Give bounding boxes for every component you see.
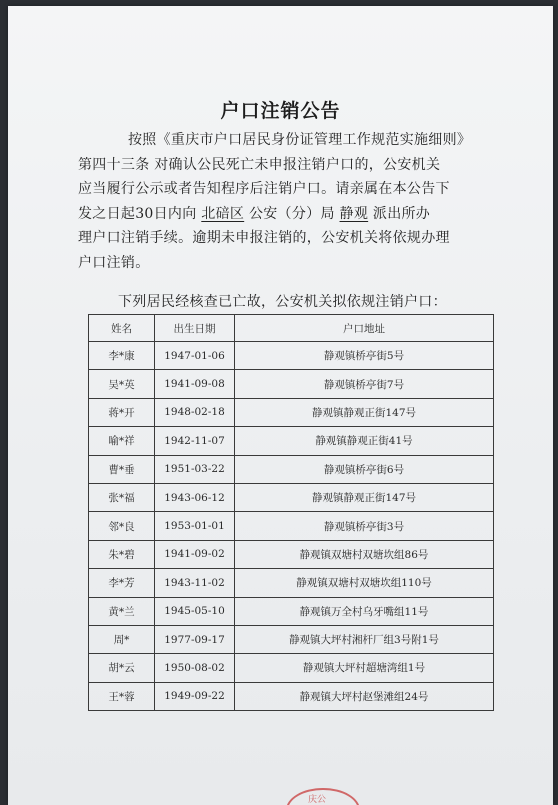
cell-birth-date: 1941-09-08: [155, 370, 235, 398]
body-line-4-start: 发之日起30日内向: [78, 205, 197, 222]
cell-address: 静观镇桥亭街7号: [235, 370, 494, 398]
cell-address: 静观镇大坪村赵堡滩组24号: [235, 682, 494, 710]
cell-address: 静观镇桥亭街6号: [235, 455, 494, 483]
cell-address: 静观镇万全村乌牙嘴组11号: [235, 597, 494, 625]
cell-birth-date: 1942-11-07: [155, 427, 235, 455]
cell-address: 静观镇大坪村湘杆厂组3号附1号: [235, 625, 494, 653]
body-line-2: 第四十三条 对确认公民死亡未申报注销户口的，公安机关: [78, 156, 441, 173]
seal-text: 庆公: [308, 795, 327, 805]
cell-name: 蒋*开: [89, 398, 155, 426]
cell-name: 吴*英: [89, 370, 155, 398]
cell-name: 黄*兰: [89, 597, 155, 625]
table-row: [89, 654, 494, 682]
cell-birth-date: 1949-09-22: [155, 682, 235, 710]
header-name: 姓名: [89, 315, 155, 342]
header-birth-date: 出生日期: [155, 315, 235, 342]
table-row: [89, 569, 494, 597]
notice-body: [78, 128, 488, 275]
cell-birth-date: 1947-01-06: [155, 342, 235, 370]
cell-name: 曹*垂: [89, 455, 155, 483]
cell-birth-date: 1941-09-02: [155, 540, 235, 568]
cell-birth-date: 1953-01-01: [155, 512, 235, 540]
cell-name: 朱*碧: [89, 540, 155, 568]
table-row: [89, 342, 494, 370]
table-header-row: [89, 315, 494, 342]
table-row: [89, 540, 494, 568]
body-line-4-end: 派出所办: [372, 205, 431, 222]
cell-birth-date: 1943-06-12: [155, 483, 235, 511]
table-row: [89, 682, 494, 710]
body-line-4-mid: 公安（分）局: [248, 205, 335, 222]
table-row: [89, 483, 494, 511]
cell-name: 王*蓉: [89, 682, 155, 710]
deceased-records-table: [88, 314, 494, 711]
cell-birth-date: 1950-08-02: [155, 654, 235, 682]
cell-name: 邻*良: [89, 512, 155, 540]
body-line-3: 应当履行公示或者告知程序后注销户口。请亲属在本公告下: [78, 181, 450, 197]
table-row: [89, 455, 494, 483]
cell-birth-date: 1945-05-10: [155, 597, 235, 625]
table-row: [89, 625, 494, 653]
list-intro: 下列居民经核查已亡故，公安机关拟依规注销户口：: [118, 294, 447, 310]
cell-name: 喻*祥: [89, 427, 155, 455]
table-row: [89, 427, 494, 455]
cell-name: 李*芳: [89, 569, 155, 597]
table-row: [89, 597, 494, 625]
cell-address: 静观镇桥亭街3号: [235, 512, 494, 540]
cell-birth-date: 1943-11-02: [155, 569, 235, 597]
cell-name: 李*康: [89, 342, 155, 370]
body-line-1: 按照《重庆市户口居民身份证管理工作规范实施细则》: [128, 132, 472, 148]
cell-address: 静观镇静观正街41号: [235, 427, 494, 455]
notice-paper: [8, 6, 553, 805]
body-line-5: 理户口注销手续。逾期未申报注销的，公安机关将依规办理: [78, 230, 450, 246]
cell-name: 胡*云: [89, 654, 155, 682]
cell-address: 静观镇双塘村双塘坎组86号: [235, 540, 494, 568]
body-line-6: 户口注销。: [78, 254, 150, 271]
cell-birth-date: 1977-09-17: [155, 625, 235, 653]
cell-address: 静观镇大坪村超塘湾组1号: [235, 654, 494, 682]
notice-title: 户口注销公告: [220, 100, 341, 122]
district-name: 北碚区: [201, 205, 245, 222]
cell-address: 静观镇静观正街147号: [235, 398, 494, 426]
cell-address: 静观镇静观正街147号: [235, 483, 494, 511]
body-line-4: [78, 202, 488, 227]
cell-name: 张*福: [89, 483, 155, 511]
cell-birth-date: 1951-03-22: [155, 455, 235, 483]
cell-address: 静观镇双塘村双塘坎组110号: [235, 569, 494, 597]
cell-name: 周*: [89, 625, 155, 653]
station-name: 静观: [339, 205, 369, 222]
table-row: [89, 512, 494, 540]
cell-address: 静观镇桥亭街5号: [235, 342, 494, 370]
cell-birth-date: 1948-02-18: [155, 398, 235, 426]
header-address: 户口地址: [235, 315, 494, 342]
table-row: [89, 398, 494, 426]
table-row: [89, 370, 494, 398]
